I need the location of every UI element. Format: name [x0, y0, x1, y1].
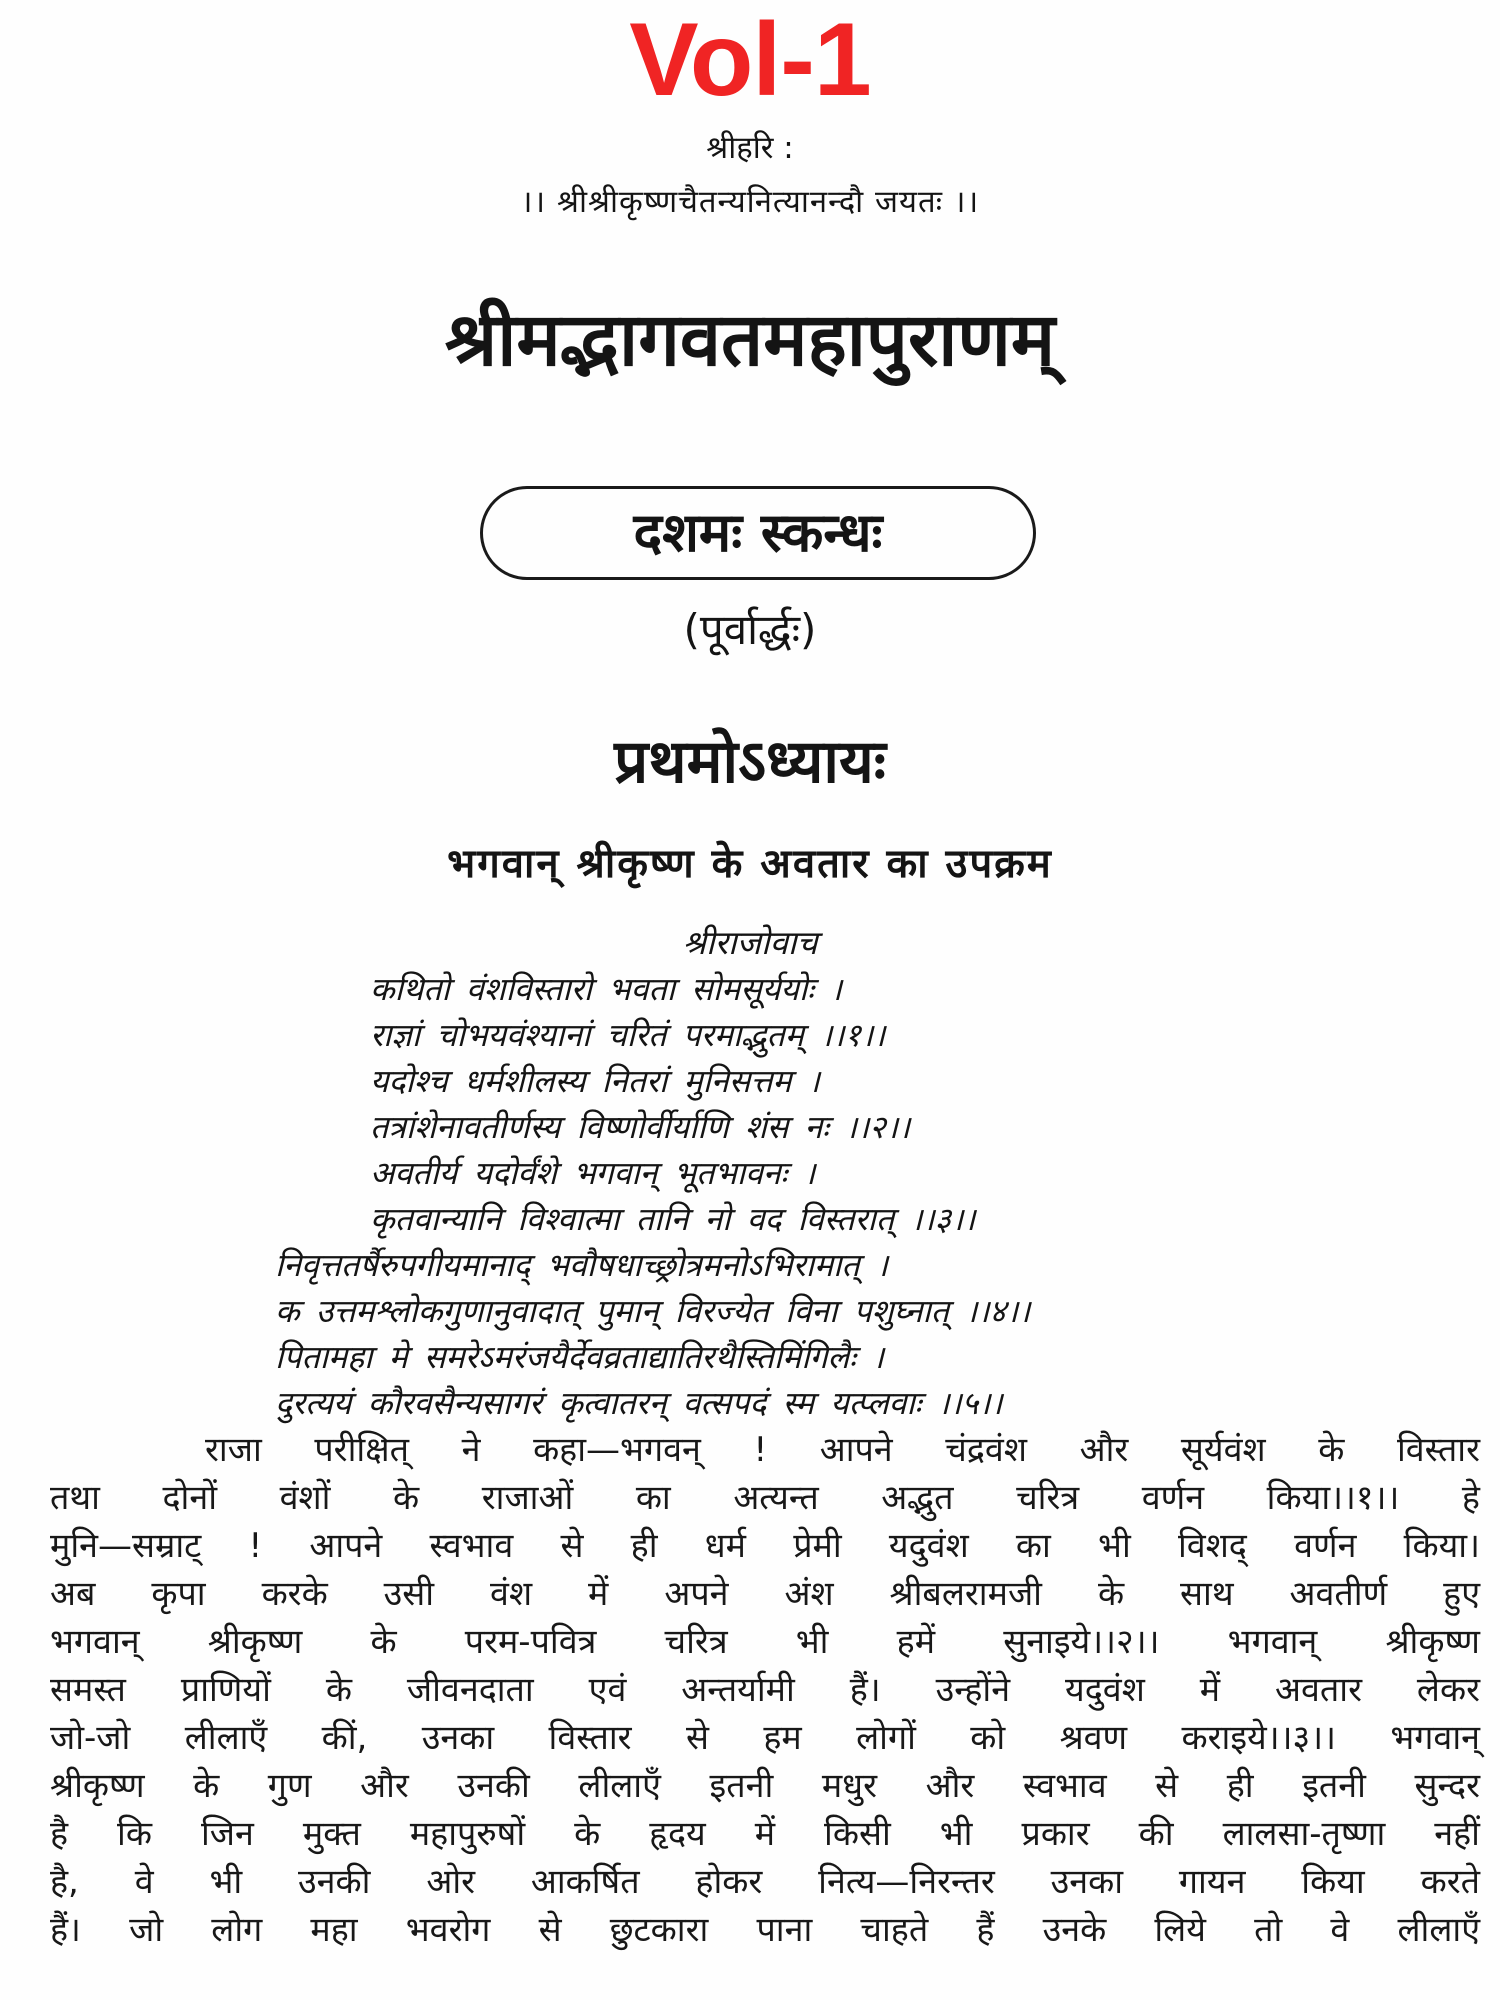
verse-line: कथितो वंशविस्तारो भवता सोमसूर्ययोः ।	[370, 970, 843, 1008]
translation-line: है, वे भी उनकी ओर आकर्षित होकर नित्य—निरन्तर उनका गायन किया करते	[50, 1862, 1480, 1902]
invocation-shrihari: श्रीहरि :	[706, 130, 794, 166]
translation-line: तथा दोनों वंशों के राजाओं का अत्यन्त अद्भुत चरित्र वर्णन किया।।१।। हे	[50, 1478, 1480, 1518]
translation-line: श्रीकृष्ण के गुण और उनकी लीलाएँ इतनी मधुर और स्वभाव से ही इतनी सुन्दर	[50, 1766, 1480, 1806]
verse-line: अवतीर्य यदोर्वंशे भगवान् भूतभावनः ।	[370, 1154, 816, 1192]
skandha-title-box: दशमः स्कन्धः	[480, 486, 1036, 580]
verse-line: यदोश्च धर्मशीलस्य नितरां मुनिसत्तम ।	[370, 1062, 820, 1100]
translation-line: हैं। जो लोग महा भवरोग से छुटकारा पाना चाहते हैं उनके लिये तो वे लीलाएँ	[50, 1910, 1480, 1950]
volume-label: Vol-1	[629, 2, 871, 118]
translation-line: समस्त प्राणियों के जीवनदाता एवं अन्तर्यामी हैं। उन्होंने यदुवंश में अवतार लेकर	[50, 1670, 1480, 1710]
verse-line: निवृत्ततर्षैरुपगीयमानाद् भवौषधाच्छ्रोत्रमनोऽभिरामात् ।	[275, 1246, 888, 1284]
verse-line: दुरत्ययं कौरवसैन्यसागरं कृत्वातरन् वत्सपदं स्म यत्प्लवाः ।।५।।	[275, 1384, 1003, 1422]
book-title: श्रीमद्भागवतमहापुराणम्	[444, 297, 1056, 383]
translation-line: है कि जिन मुक्त महापुरुषों के हृदय में किसी भी प्रकार की लालसा-तृष्णा नहीं	[50, 1814, 1480, 1854]
translation-line: भगवान् श्रीकृष्ण के परम-पवित्र चरित्र भी हमें सुनाइये।।२।। भगवान् श्रीकृष्ण	[50, 1622, 1480, 1662]
verse-speaker: श्रीराजोवाच	[682, 923, 818, 962]
invocation-jayatah: ।। श्रीश्रीकृष्णचैतन्यनित्यानन्दौ जयतः ।।	[520, 184, 980, 220]
translation-line: राजा परीक्षित् ने कहा—भगवन् ! आपने चंद्रवंश और सूर्यवंश के विस्तार	[205, 1430, 1480, 1470]
chapter-subtitle: भगवान् श्रीकृष्ण के अवतार का उपक्रम	[447, 841, 1053, 887]
verse-line: कृतवान्यानि विश्वात्मा तानि नो वद विस्तरात् ।।३।।	[370, 1200, 976, 1238]
translation-line: जो-जो लीलाएँ कीं, उनका विस्तार से हम लोगों को श्रवण कराइये।।३।। भगवान्	[50, 1718, 1480, 1758]
verse-line: पितामहा मे समरेऽमरंजयैर्देवव्रताद्यातिरथैस्तिमिंगिलैः ।	[275, 1338, 884, 1376]
translation-line: मुनि—सम्राट् ! आपने स्वभाव से ही धर्म प्रेमी यदुवंश का भी विशद् वर्णन किया।	[50, 1526, 1480, 1566]
verse-line: क उत्तमश्लोकगुणानुवादात् पुमान् विरज्येत विना पशुघ्नात् ।।४।।	[275, 1292, 1031, 1330]
verse-line: तत्रांशेनावतीर्णस्य विष्णोर्वीर्याणि शंस नः ।।२।।	[370, 1108, 911, 1146]
part-label: (पूर्वार्द्धः)	[683, 605, 817, 654]
translation-line: अब कृपा करके उसी वंश में अपने अंश श्रीबलरामजी के साथ अवतीर्ण हुए	[50, 1574, 1480, 1614]
chapter-title: प्रथमोऽध्यायः	[614, 727, 886, 797]
verse-line: राज्ञां चोभयवंश्यानां चरितं परमाद्भुतम् ।।१।।	[370, 1016, 886, 1054]
